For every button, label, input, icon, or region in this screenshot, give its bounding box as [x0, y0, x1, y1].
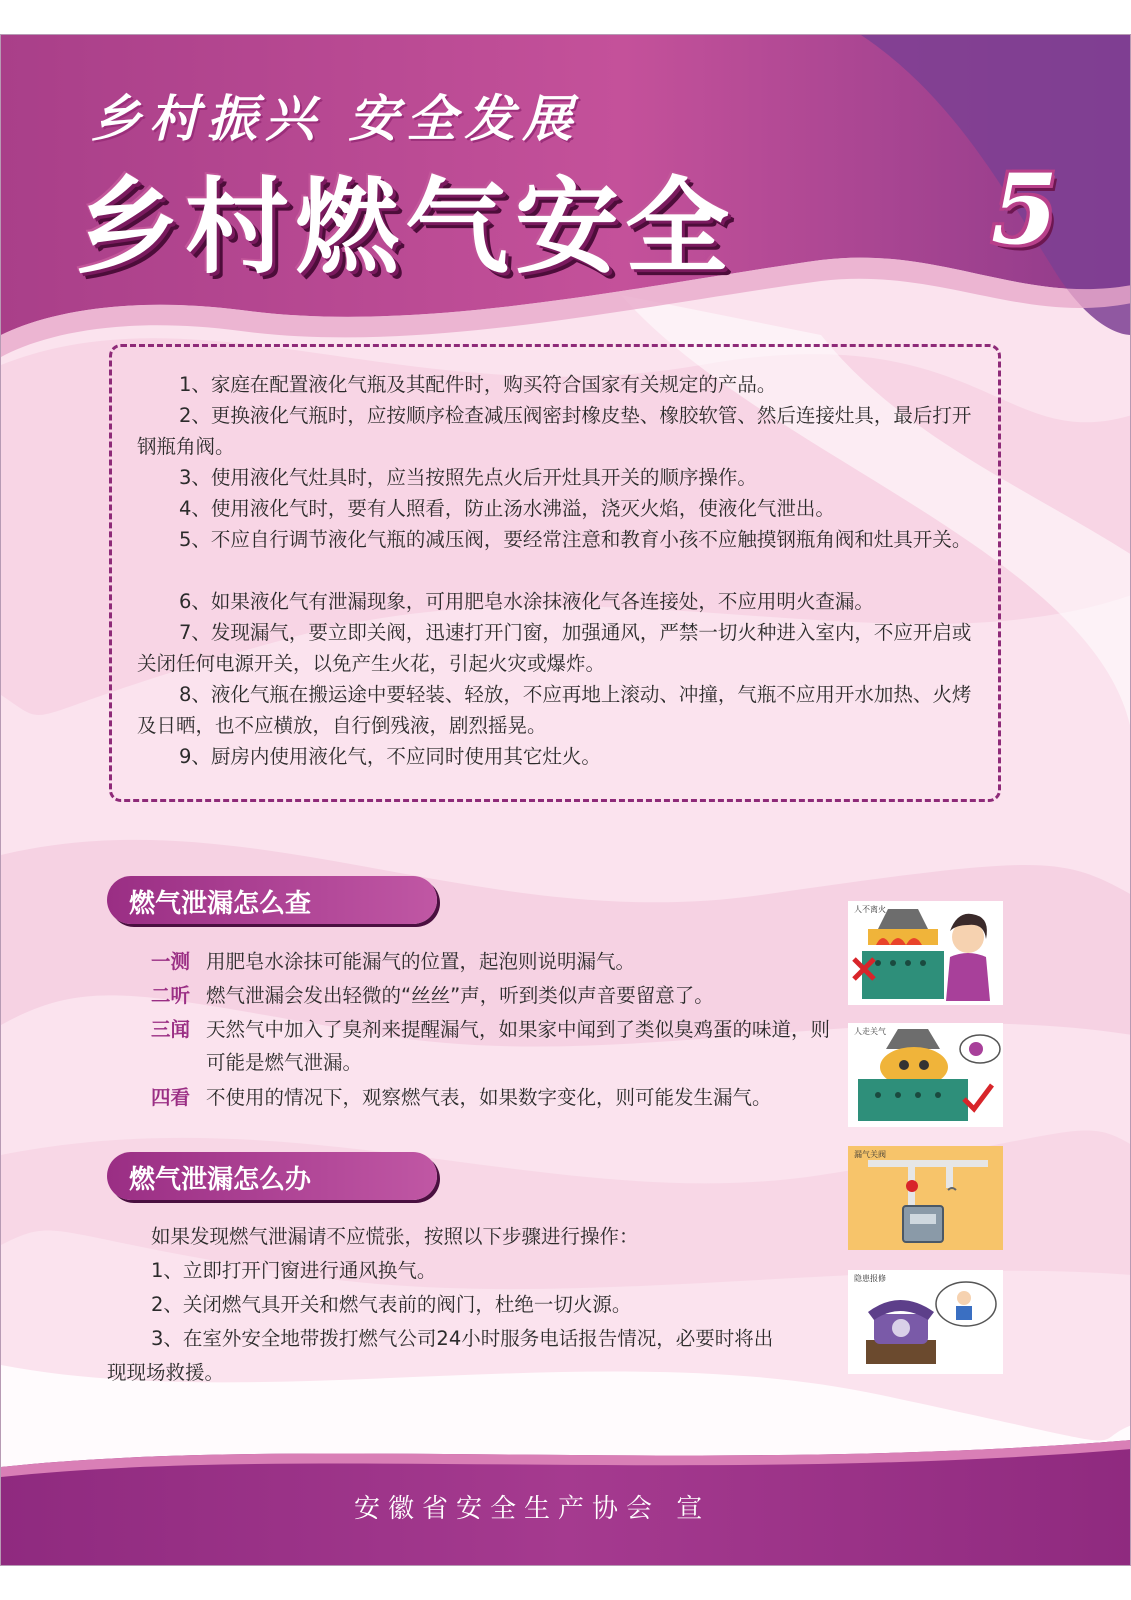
rule-item: 6、如果液化气有泄漏现象，可用肥皂水涂抹液化气各连接处，不应用明火查漏。 — [179, 590, 874, 613]
stove-off-icon — [848, 1023, 1003, 1127]
section-title: 燃气泄漏怎么办 — [129, 1165, 312, 1195]
action-step: 2、关闭燃气具开关和燃气表前的阀门，杜绝一切火源。 — [151, 1293, 632, 1316]
illustration-stove-watch — [848, 901, 1003, 1005]
rule-item: 2、更换液化气瓶时，应按顺序检查减压阀密封橡皮垫、橡胶软管、然后连接灶具，最后打开钢瓶角阀。 — [137, 404, 972, 458]
action-step: 现现场救援。 — [107, 1361, 225, 1384]
action-step: 3、在室外安全地带拨打燃气公司24小时服务电话报告情况，必要时将出 — [151, 1327, 774, 1350]
rule-item: 3、使用液化气灶具时，应当按照先点火后开灶具开关的顺序操作。 — [179, 466, 757, 489]
check-text: 燃气泄漏会发出轻微的“丝丝”声，听到类似声音要留意了。 — [206, 984, 714, 1007]
poster — [0, 34, 1131, 1566]
check-key: 二听 — [151, 984, 191, 1007]
rule-item: 7、发现漏气，要立即关阀，迅速打开门窗，加强通风，严禁一切火种进入室内，不应开启或关闭任何电源开关，以免产生火花，引起火灾或爆炸。 — [137, 621, 972, 675]
illustration-stove-off — [848, 1023, 1003, 1127]
gas-meter-valve-icon — [848, 1146, 1003, 1250]
rule-item: 5、不应自行调节液化气瓶的减压阀，要经常注意和教育小孩不应触摸钢瓶角阀和灶具开关。 — [179, 528, 972, 551]
illustration-telephone — [848, 1270, 1003, 1374]
footer-publisher: 安徽省安全生产协会 宣 — [354, 1494, 711, 1524]
slogan-subtitle: 乡村振兴 安全发展 — [91, 89, 581, 148]
rule-item: 4、使用液化气时，要有人照看，防止汤水沸溢，浇灭火焰，使液化气泄出。 — [179, 497, 835, 520]
check-key: 三闻 — [151, 1018, 191, 1041]
check-key: 一测 — [151, 950, 191, 973]
check-text: 天然气中加入了臭剂来提醒漏气，如果家中闻到了类似臭鸡蛋的味道，则可能是燃气泄漏。 — [206, 1018, 831, 1074]
issue-number: 5 — [991, 153, 1058, 266]
action-intro: 如果发现燃气泄漏请不应慌张，按照以下步骤进行操作： — [151, 1225, 639, 1248]
check-text: 不使用的情况下，观察燃气表，如果数字变化，则可能发生漏气。 — [206, 1086, 772, 1109]
rule-item: 1、家庭在配置液化气瓶及其配件时，购买符合国家有关规定的产品。 — [179, 373, 777, 396]
stove-with-person-icon — [848, 901, 1003, 1005]
check-key: 四看 — [151, 1086, 191, 1109]
rule-item: 8、液化气瓶在搬运途中要轻装、轻放，不应再地上滚动、冲撞，气瓶不应用开水加热、火烤及日晒，也不应横放，自行倒残液，剧烈摇晃。 — [137, 683, 972, 737]
telephone-report-icon — [848, 1270, 1003, 1374]
illustration-gas-valve — [848, 1146, 1003, 1250]
illustration-caption: 人不离火 — [854, 905, 886, 914]
section-header-action — [107, 1152, 437, 1200]
section-header-check — [107, 876, 437, 924]
illustration-caption: 隐患报修 — [854, 1274, 886, 1283]
illustration-caption: 人走关气 — [854, 1027, 886, 1036]
check-text: 用肥皂水涂抹可能漏气的位置，起泡则说明漏气。 — [206, 950, 636, 973]
section-title: 燃气泄漏怎么查 — [129, 889, 312, 919]
action-step: 1、立即打开门窗进行通风换气。 — [151, 1259, 437, 1282]
rule-item: 9、厨房内使用液化气，不应同时使用其它灶火。 — [179, 745, 601, 768]
illustration-caption: 漏气关阀 — [854, 1150, 886, 1159]
poster-title: 乡村燃气安全 — [75, 166, 736, 288]
